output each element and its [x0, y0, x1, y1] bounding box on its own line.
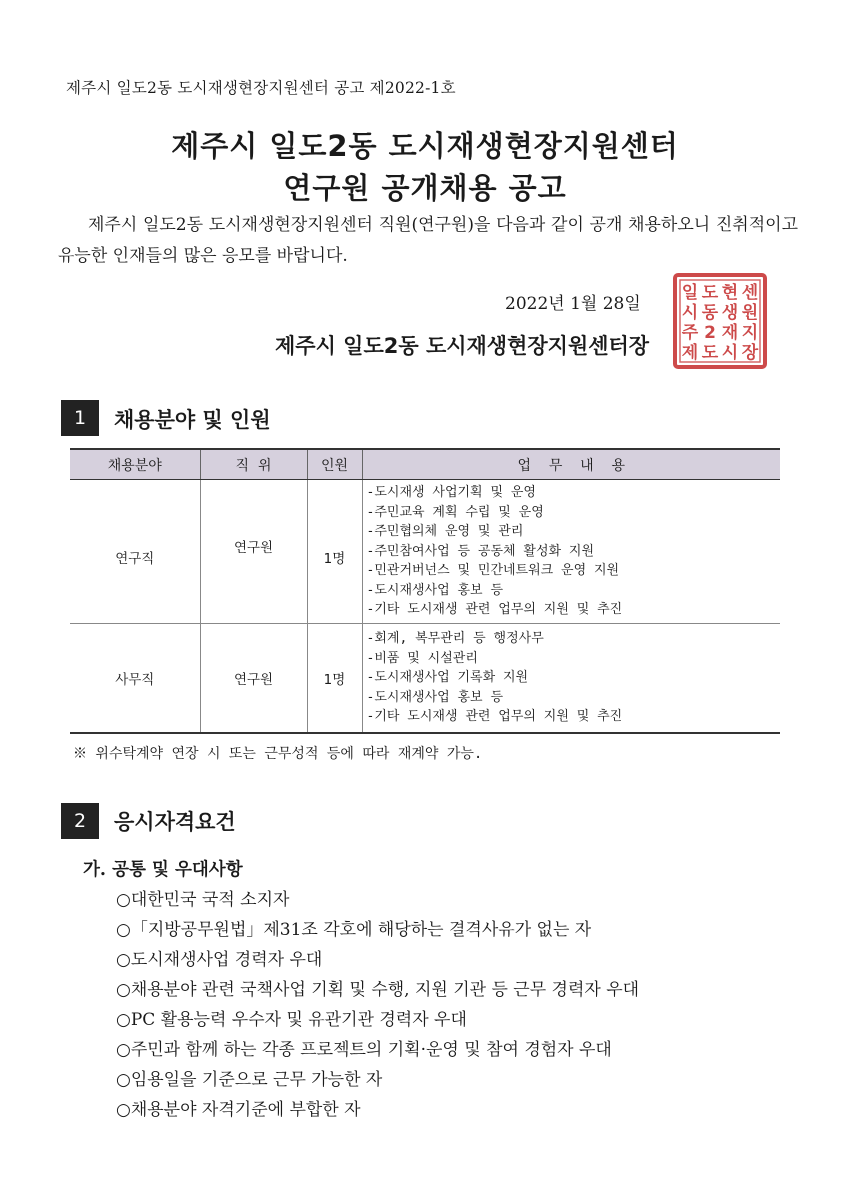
count-cell: 1명 [307, 480, 362, 624]
seal-character: 도 [701, 283, 719, 303]
table-header-cell: 인원 [307, 449, 362, 480]
issuer-name: 제주시 일도2동 도시재생현장지원센터장 [275, 334, 650, 358]
duty-item: -주민협의체 운영 및 관리 [366, 524, 524, 539]
seal-character: 센 [741, 283, 759, 303]
seal-character: 2 [704, 323, 716, 343]
duty-item: -민관거버넌스 및 민간네트워크 운영 지원 [366, 563, 620, 578]
position-cell: 연구원 [200, 623, 307, 733]
table-row [70, 480, 780, 624]
seal-character: 시 [721, 343, 739, 363]
notice-date: 2022년 1월 28일 [505, 294, 641, 314]
table-footnote: ※ 위수탁계약 연장 시 또는 근무성적 등에 따라 재계약 가능. [73, 746, 483, 762]
field-cell: 연구직 [70, 480, 200, 624]
position-cell: 연구원 [200, 480, 307, 624]
table-header-cell: 채용분야 [70, 449, 200, 480]
document-title-line1: 제주시 일도2동 도시재생현장지원센터 [171, 129, 679, 163]
table-header-cell: 업 무 내 용 [362, 449, 780, 480]
list-item: ○PC 활용능력 우수자 및 유관기관 경력자 우대 [116, 1010, 467, 1030]
subsection-title: 가. 공통 및 우대사항 [83, 860, 243, 880]
list-item: ○채용분야 관련 국책사업 기획 및 수행, 지원 기관 등 근무 경력자 우대 [116, 980, 640, 1000]
section2-title: 응시자격요건 [114, 809, 236, 834]
notice-number: 제주시 일도2동 도시재생현장지원센터 공고 제2022-1호 [66, 79, 456, 97]
table-row [70, 623, 780, 733]
recruitment-table [70, 448, 780, 734]
table-header-cell: 직 위 [200, 449, 307, 480]
seal-character: 제 [681, 343, 699, 363]
list-item: ○채용분야 자격기준에 부합한 자 [116, 1100, 361, 1120]
qualification-list [116, 885, 639, 1125]
duty-item: -도시재생 사업기획 및 운영 [366, 485, 536, 500]
seal-character: 도 [701, 343, 719, 363]
list-item: ○도시재생사업 경력자 우대 [116, 950, 323, 970]
seal-character: 지 [741, 323, 759, 343]
seal-character: 생 [721, 303, 739, 323]
list-item: ○대한민국 국적 소지자 [116, 890, 290, 910]
table-header-row [70, 449, 780, 480]
duty-item: -주민참여사업 등 공동체 활성화 지원 [366, 543, 595, 559]
seal-character: 재 [721, 323, 739, 343]
duty-item: -기타 도시재생 관련 업무의 지원 및 추진 [366, 602, 623, 617]
section1-number-box: 1 [61, 400, 99, 436]
duty-item: -주민교육 계획 수립 및 운영 [366, 504, 544, 520]
intro-paragraph: 제주시 일도2동 도시재생현장지원센터 직원(연구원)을 다음과 같이 공개 채용하오니 진취적이고 유능한 인재들의 많은 응모를 바랍니다. [58, 215, 798, 266]
seal-character: 주 [681, 323, 699, 343]
seal-character: 원 [741, 303, 759, 323]
seal-character: 현 [721, 283, 739, 303]
duty-item: -도시재생사업 홍보 등 [366, 582, 504, 598]
duty-item: -비품 및 시설관리 [366, 650, 478, 666]
section2-number-box: 2 [61, 803, 99, 839]
duties-cell [362, 623, 780, 733]
section1-title: 채용분야 및 인원 [114, 407, 271, 432]
list-item: ○임용일을 기준으로 근무 가능한 자 [116, 1070, 383, 1090]
official-seal-stamp [670, 270, 770, 372]
document-title-line2: 연구원 공개채용 공고 [283, 171, 567, 205]
seal-character: 시 [681, 303, 699, 323]
count-cell: 1명 [307, 623, 362, 733]
duty-item: -도시재생사업 기록화 지원 [366, 670, 529, 685]
list-item: ○「지방공무원법」제31조 각호에 해당하는 결격사유가 없는 자 [116, 920, 592, 940]
duty-item: -기타 도시재생 관련 업무의 지원 및 추진 [366, 709, 623, 724]
duty-item: -회계, 복무관리 등 행정사무 [366, 631, 544, 646]
seal-character: 장 [741, 343, 759, 363]
seal-character: 일 [681, 283, 699, 303]
duty-item: -도시재생사업 홍보 등 [366, 689, 504, 705]
duties-cell [362, 480, 780, 624]
list-item: ○주민과 함께 하는 각종 프로젝트의 기획·운영 및 참여 경험자 우대 [116, 1040, 612, 1060]
seal-character: 동 [701, 303, 719, 323]
field-cell: 사무직 [70, 623, 200, 733]
